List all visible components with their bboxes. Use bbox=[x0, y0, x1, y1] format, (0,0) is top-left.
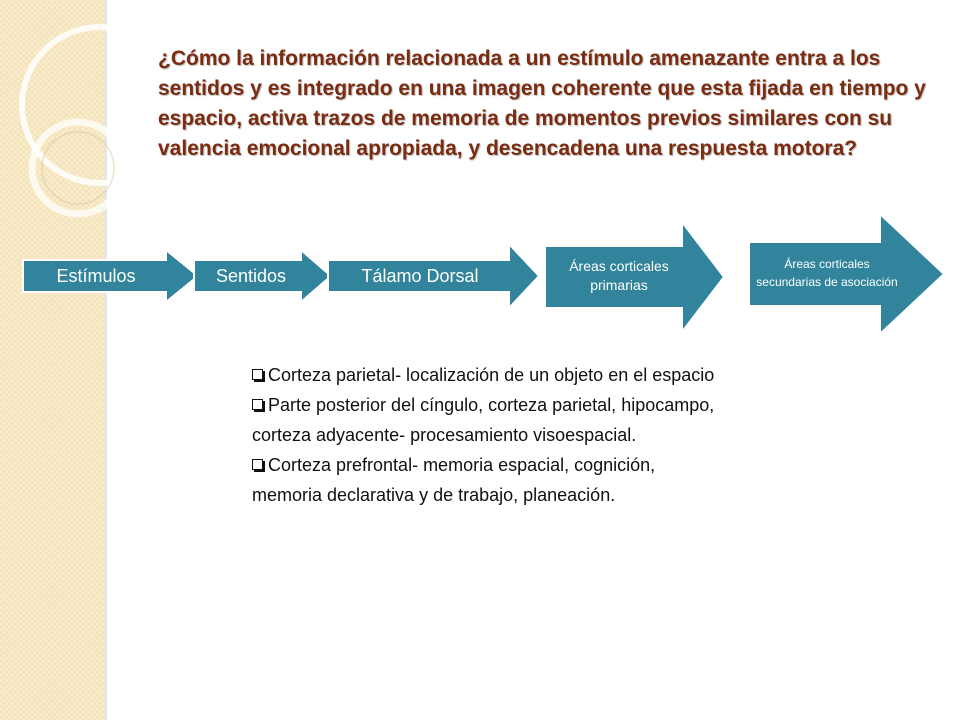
flow-label-areas-primarias: Áreas corticales primarias bbox=[569, 258, 669, 293]
list-item bbox=[252, 390, 722, 450]
regions-list bbox=[252, 360, 722, 510]
flow-label-estimulos: Estímulos bbox=[56, 265, 136, 286]
checkbox-bullet-icon bbox=[252, 369, 263, 380]
checkbox-bullet-icon bbox=[252, 459, 263, 470]
list-item-text: Corteza prefrontal- memoria espacial, cognición, memoria declarativa y de trabajo, planeación. bbox=[252, 455, 656, 505]
list-item bbox=[252, 360, 722, 390]
flow-label-sentidos: Sentidos bbox=[215, 265, 287, 286]
slide-title: ¿Cómo la información relacionada a un estímulo amenazante entra a los sentidos y es integrado en una imagen coherente que esta fijada en tiempo y espacio, activa trazos de memoria de momentos previos similares con su valencia emocional apropiada, y desencadena una respuesta motora? bbox=[158, 47, 926, 160]
checkbox-bullet-icon bbox=[252, 399, 263, 410]
flow-label-areas-secundarias: Áreas corticales secundarias de asociación bbox=[756, 257, 898, 289]
list-item-text: Parte posterior del cíngulo, corteza parietal, hipocampo, corteza adyacente- procesamiento visoespacial. bbox=[252, 395, 715, 445]
list-item bbox=[252, 450, 722, 510]
flow-label-talamo-dorsal: Tálamo Dorsal bbox=[361, 265, 479, 286]
list-item-text: Corteza parietal- localización de un objeto en el espacio bbox=[268, 365, 715, 385]
